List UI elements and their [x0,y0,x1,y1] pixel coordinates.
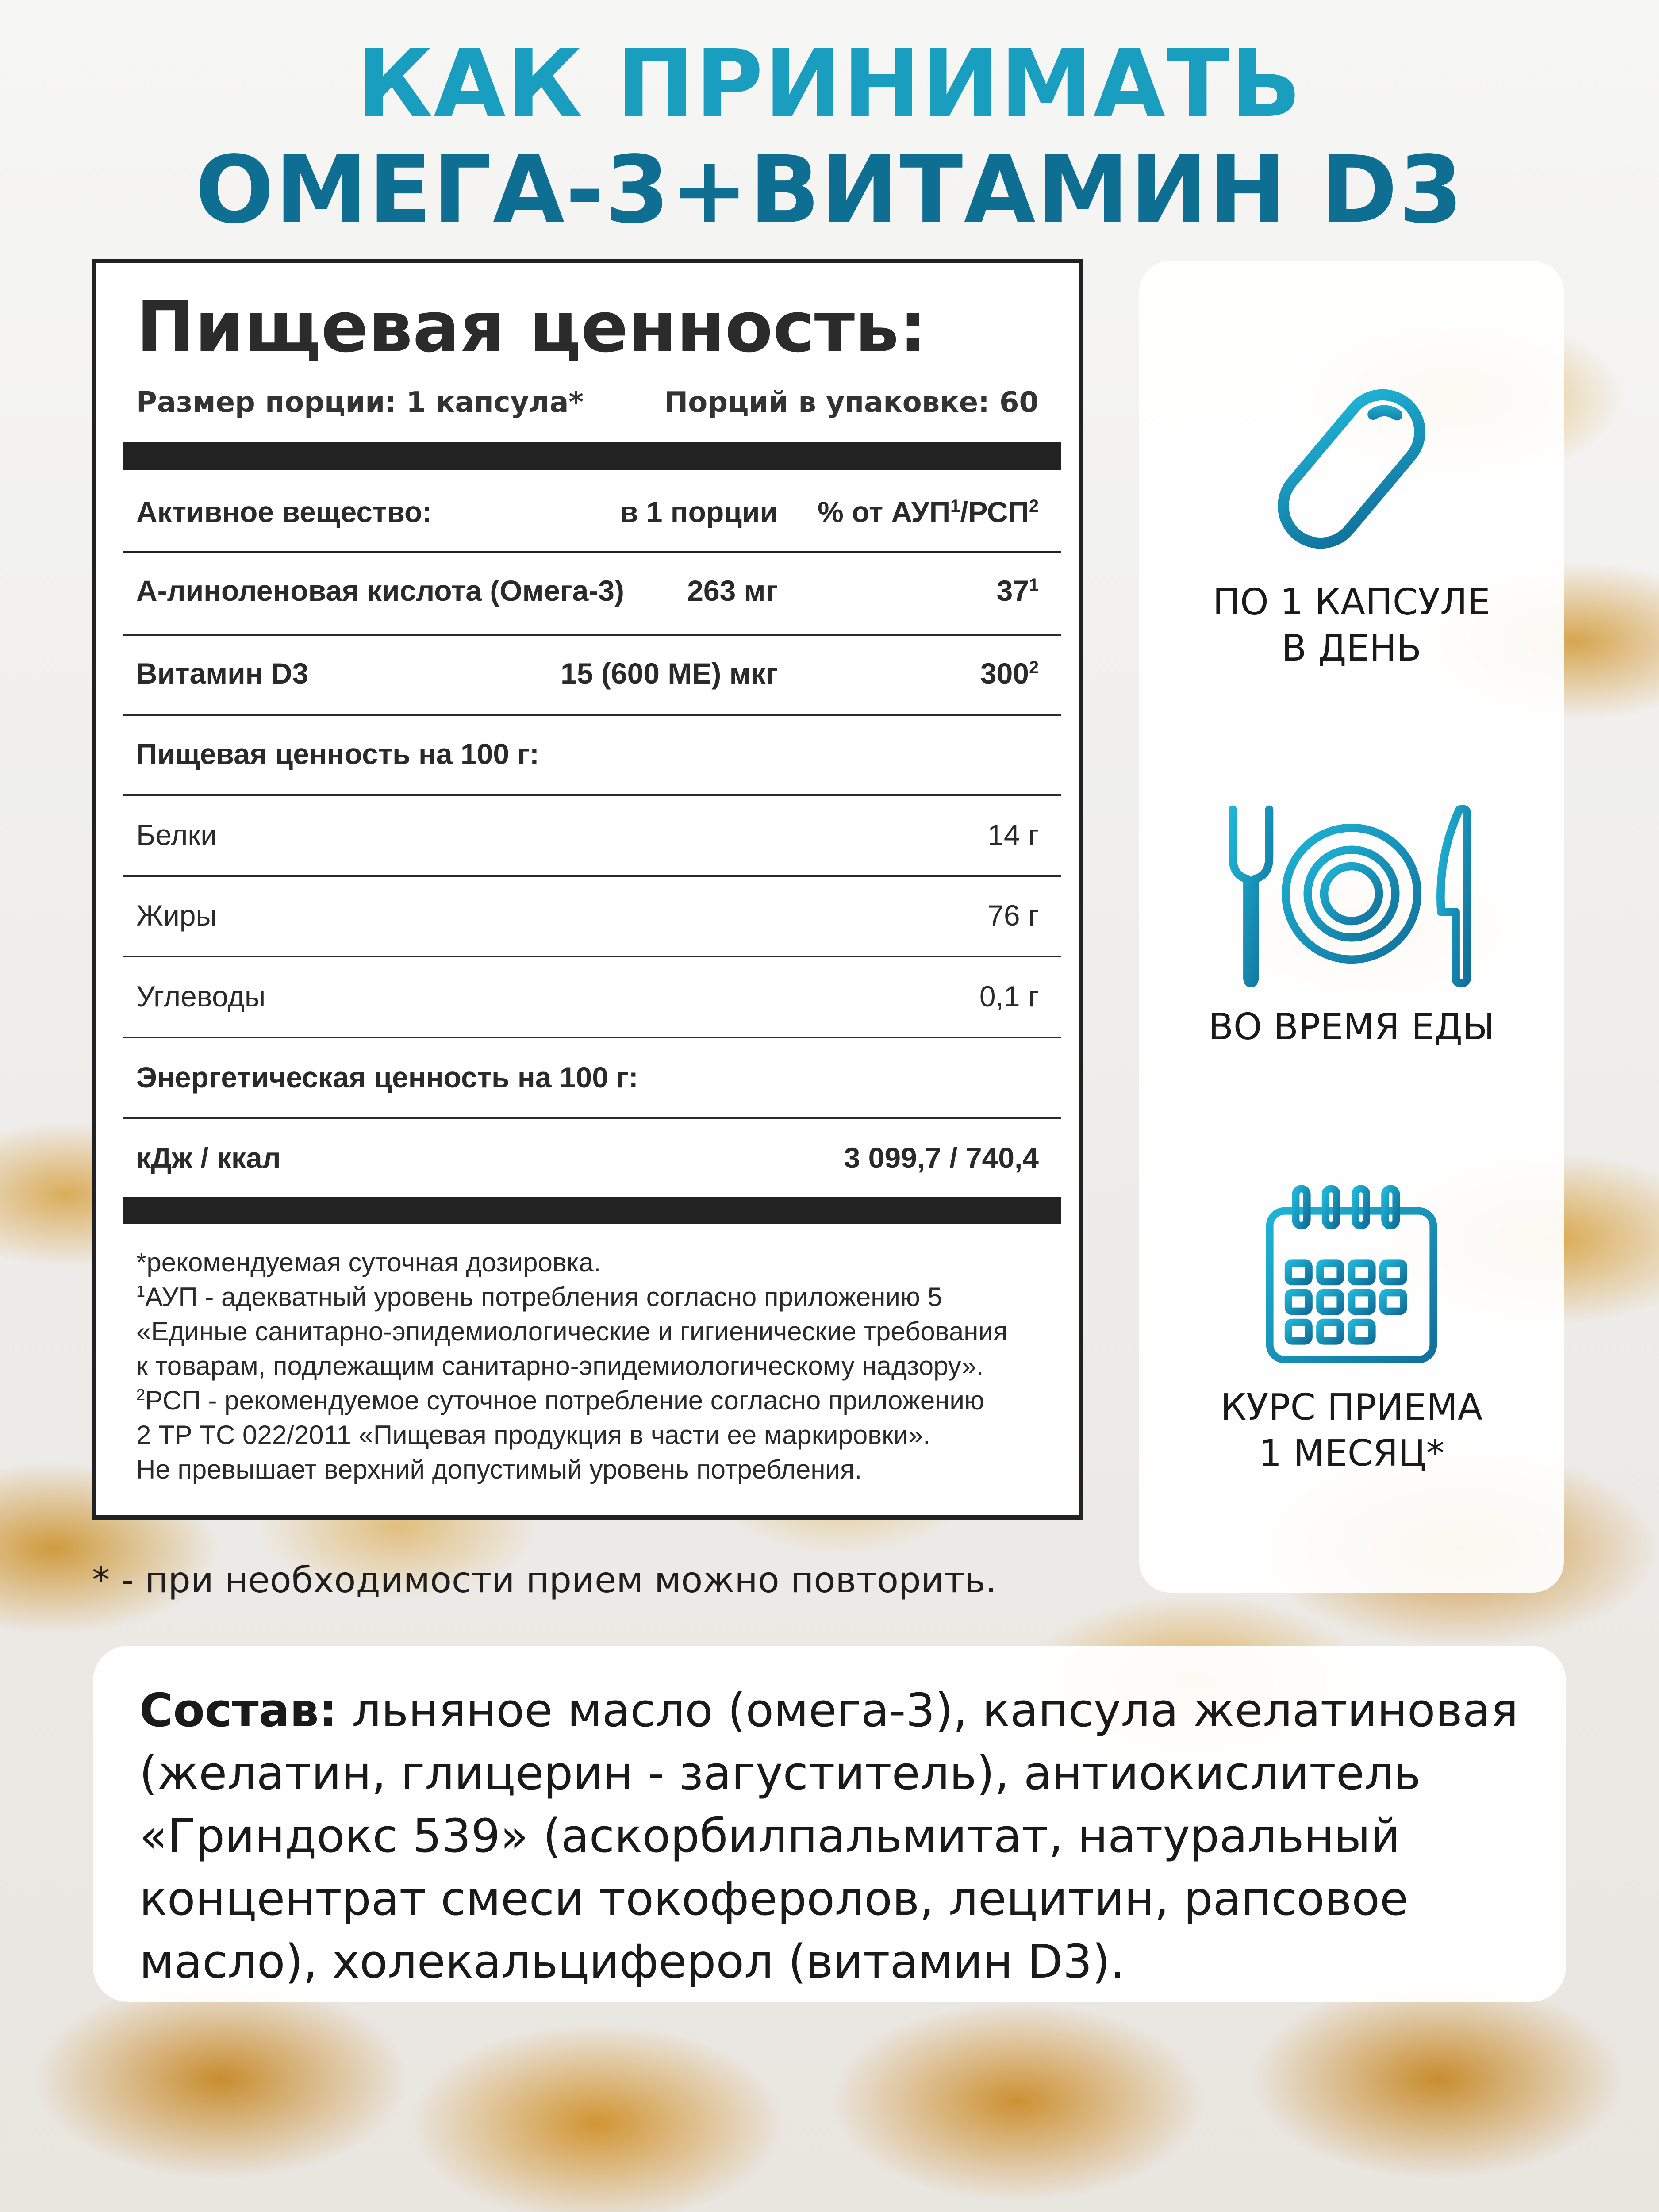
divider [123,634,1061,636]
per100-row [136,883,1039,941]
per100-header-row [136,722,1039,780]
active-header-name: Активное вещество: [136,495,432,528]
title-line-1: КАК ПРИНИМАТЬ [357,30,1302,138]
usage-caption-with-food: ВО ВРЕМЯ ЕДЫ [1208,1006,1495,1048]
energy-header: Энергетическая ценность на 100 г: [136,1061,638,1094]
footnote-line: «Единые санитарно-эпидемиологические и гигиенические требования [136,1317,1008,1346]
composition-box [93,1646,1566,2002]
divider [123,551,1061,553]
active-name: А-линоленовая кислота (Омега-3) [136,574,624,607]
usage-caption-dose: ПО 1 КАПСУЛЕ В ДЕНЬ [1213,581,1490,669]
thick-divider-top [123,442,1061,470]
active-header-per-serving: в 1 порции [620,495,778,528]
nutrient-name: Белки [136,818,217,851]
nutrient-name: Жиры [136,899,217,932]
active-rda: $37^1$ [996,574,1039,607]
per100-row [136,803,1039,860]
footnotes [136,1245,1048,1487]
divider [123,875,1061,877]
nutrient-value: 14 г [987,818,1039,851]
page-title [0,31,1659,243]
energy-row [136,1126,1039,1183]
usage-card [1139,261,1564,1593]
divider [123,794,1061,796]
thick-divider-bottom [123,1197,1061,1224]
active-header-row [136,480,1039,538]
capsule-icon [1259,376,1444,562]
nutrient-name: Углеводы [136,980,266,1013]
serving-size: Размер порции: 1 капсула* [136,386,584,419]
nutrition-panel [92,259,1083,1520]
active-name: Витамин D3 [136,657,309,690]
footnote-line: 2 ТР ТС 022/2011 «Пищевая продукция в части ее маркировки». [136,1420,930,1450]
energy-header-row [136,1045,1039,1103]
divider [123,714,1061,716]
active-row-omega3 [136,559,1039,616]
servings-per-pack: Порций в упаковке: 60 [664,386,1039,419]
repeat-note: * - при необходимости прием можно повторить. [92,1559,997,1601]
divider [123,956,1061,957]
active-row-d3 [136,641,1039,699]
composition-text: льняное масло (омега-3), капсула желатиновая (желатин, глицерин - загуститель), антиокислитель «Гриндокс 539» (аскорбилпальмитат, натуральный концентрат смеси токоферолов, лецитин, рапсовое масло), холекальциферол (витамин D3). [139,1683,1519,1989]
active-amount: 15 (600 МЕ) мкг [561,657,778,690]
per100-header: Пищевая ценность на 100 г: [136,737,539,770]
footnote-line: к товарам, подлежащим санитарно-эпидемиологическому надзору». [136,1351,984,1381]
calendar-icon [1259,1181,1444,1367]
plate-cutlery-icon [1214,801,1489,987]
composition-label: Состав: [139,1683,338,1737]
nutrition-heading: Пищевая ценность: [136,287,927,368]
energy-value: 3 099,7 / 740,4 [844,1141,1039,1174]
active-rda: $300^2$ [980,657,1039,690]
active-header-rda: % от АУП$^1$/РСП$^2$ [818,495,1039,528]
usage-caption-course: КУРС ПРИЕМА 1 МЕСЯЦ* [1220,1386,1483,1475]
active-amount: 263 мг [687,574,778,607]
energy-name: кДж / ккал [136,1141,281,1174]
footnote-line: $^2$РСП - рекомендуемое суточное потребление согласно приложению [136,1386,984,1415]
title-line-2: ОМЕГА-3+ВИТАМИН D3 [195,136,1464,244]
footnote-line: $^1$АУП - адекватный уровень потребления согласно приложению 5 [136,1282,942,1312]
footnote-line: Не превышает верхний допустимый уровень потребления. [136,1455,862,1484]
per100-row [136,964,1039,1022]
divider [123,1117,1061,1119]
divider [123,1037,1061,1038]
nutrient-value: 0,1 г [979,980,1039,1013]
nutrient-value: 76 г [987,899,1039,932]
footnote-line: *рекомендуемая суточная дозировка. [136,1248,601,1277]
